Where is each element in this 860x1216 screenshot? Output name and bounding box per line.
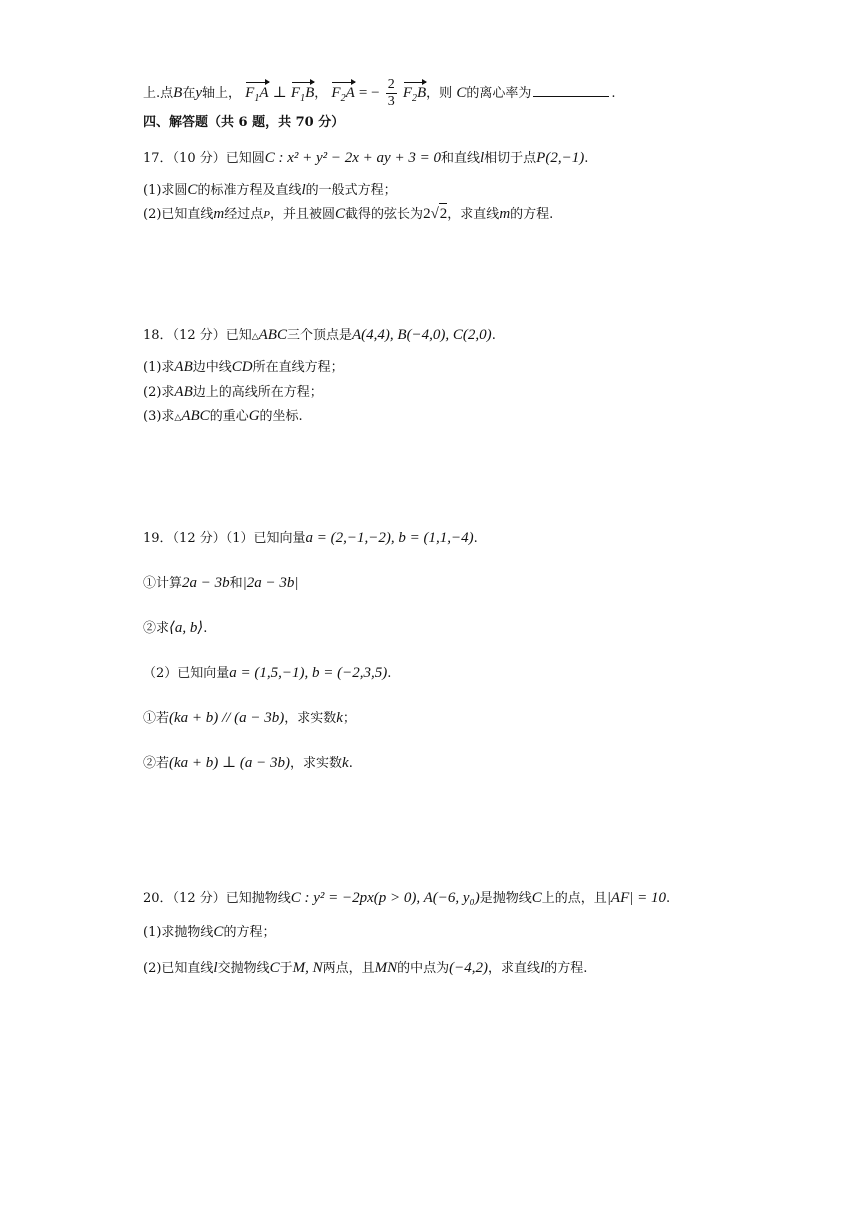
answer-blank bbox=[533, 84, 609, 97]
q17-point-p: P(2,−1) bbox=[536, 150, 585, 166]
q16-c: C bbox=[456, 85, 467, 101]
q17-line-l: l bbox=[479, 150, 485, 166]
q20-p1-c: C bbox=[213, 924, 224, 940]
q17-mid: 和直线 bbox=[440, 151, 480, 166]
q18-p3-tri: ABC bbox=[181, 408, 210, 424]
sqrt-symbol: √ bbox=[430, 206, 439, 222]
q18-p1-cd: CD bbox=[231, 359, 253, 375]
q16-text-on: 在 bbox=[182, 86, 196, 101]
q20-p2-l: l bbox=[213, 960, 218, 976]
q19-j1-ask: ，求实数 bbox=[284, 711, 337, 726]
q19-j2-k: k bbox=[342, 755, 349, 771]
q19-part2-text: （2）已知向量 bbox=[143, 666, 230, 681]
q16-tail-line bbox=[143, 77, 616, 110]
q20-p2-mn: M, N bbox=[292, 960, 323, 976]
q18-part3 bbox=[143, 406, 303, 428]
q18-end: . bbox=[491, 328, 496, 343]
q19-j1-k: k bbox=[336, 710, 343, 726]
q18-tri: ABC bbox=[258, 327, 287, 343]
q17-p2-c: C bbox=[335, 206, 346, 222]
q18-p1-text: (1)求 bbox=[143, 360, 175, 375]
q17-p2-chord: 截得的弦长为 bbox=[345, 207, 424, 222]
q18-head: 18．（12 分）已知 bbox=[143, 328, 252, 343]
q19-i2-end: . bbox=[203, 621, 208, 636]
q17-p2-end: 的方程. bbox=[510, 207, 554, 222]
q19-j2-expr: (ka + b) ⊥ (a − 3b) bbox=[169, 755, 291, 771]
q17-p1-l: l bbox=[301, 182, 306, 198]
q20-p2-l2: l bbox=[540, 960, 545, 976]
q19-j1-expr: (ka + b) // (a − 3b) bbox=[169, 710, 285, 726]
q20-p2-at: 于 bbox=[279, 961, 293, 976]
q17-part1 bbox=[143, 180, 397, 201]
q19-j2-ask: ，求实数 bbox=[290, 756, 343, 771]
q20-head: 20．（12 分）已知抛物线 bbox=[143, 891, 291, 906]
q18-points: A(4,4), B(−4,0), C(2,0) bbox=[352, 327, 492, 343]
q16-text-axis: 轴上， bbox=[202, 86, 242, 101]
q20-stem bbox=[143, 888, 670, 909]
vec-f2a: $F_2A$ bbox=[331, 83, 354, 109]
q18-part2 bbox=[143, 382, 323, 403]
q20-p2-point: (−4,2) bbox=[449, 960, 489, 976]
q20-p2-cross: 交抛物线 bbox=[217, 961, 270, 976]
q20-p2-mid: 的中点为 bbox=[397, 961, 450, 976]
q16-text-prefix: 上.点 bbox=[143, 86, 174, 101]
q20-c: C bbox=[531, 890, 542, 906]
q19-i2-expr: ⟨a, b⟩ bbox=[169, 620, 204, 636]
q17-circle-equation: C : x² + y² − 2x + ay + 3 = 0 bbox=[264, 150, 441, 166]
q17-p2-val: 2 bbox=[423, 206, 431, 222]
q18-p2-end: 边上的高线所在方程； bbox=[192, 385, 323, 400]
q20-on: 上的点，且 bbox=[541, 891, 607, 906]
q19-vectors-2: a = (1,5,−1), b = (−2,3,5) bbox=[229, 665, 388, 681]
q20-p2-text: (2)已知直线 bbox=[143, 961, 214, 976]
fraction-two-thirds bbox=[386, 77, 397, 110]
q18-p1-end: 所在直线方程； bbox=[252, 360, 344, 375]
q19-stem bbox=[143, 528, 478, 549]
q18-p1-ab: AB bbox=[174, 359, 193, 375]
q17-part2 bbox=[143, 203, 553, 225]
q19-i1-text: ①计算 bbox=[143, 576, 183, 591]
q20-p1-text: (1)求抛物线 bbox=[143, 925, 214, 940]
q20-p1-end: 的方程； bbox=[223, 925, 276, 940]
q17-p2-pass: 经过点 bbox=[224, 207, 264, 222]
q20-p2-ask: ，求直线 bbox=[488, 961, 541, 976]
q19-i1-abs: |2a − 3b| bbox=[242, 575, 299, 591]
q20-part2 bbox=[143, 958, 587, 979]
q17-p1-text: (1)求圆 bbox=[143, 183, 188, 198]
frac-num: 2 bbox=[387, 77, 395, 92]
vec-f1a: $F_1A$ bbox=[245, 83, 268, 109]
q20-mid: 是抛物线 bbox=[479, 891, 532, 906]
q17-stem bbox=[143, 148, 588, 169]
q18-p3-text: (3)求 bbox=[143, 409, 175, 424]
q20-p2-end: 的方程. bbox=[544, 961, 588, 976]
q17-p2-mid: ，并且被圆 bbox=[270, 207, 336, 222]
q17-p1-rest: 的标准方程及直线 bbox=[197, 183, 302, 198]
q18-p3-end: 的坐标. bbox=[259, 409, 303, 424]
q19-head: 19．（12 分）（1）已知向量 bbox=[143, 531, 306, 546]
q19-vectors-1: a = (2,−1,−2), b = (1,1,−4) bbox=[305, 530, 474, 546]
q18-stem bbox=[143, 325, 496, 347]
q17-p2-ask: ，求直线 bbox=[447, 207, 500, 222]
q19-j1 bbox=[143, 708, 356, 729]
q19-i2-text: ②求 bbox=[143, 621, 170, 636]
q16-y: y bbox=[195, 85, 202, 101]
q17-head: 17．（10 分）已知圆 bbox=[143, 151, 265, 166]
q20-p2-two: 两点，且 bbox=[322, 961, 375, 976]
q18-p3-g: G bbox=[248, 408, 260, 424]
q17-p2-p: P bbox=[263, 209, 271, 221]
q19-j2-text: ②若 bbox=[143, 756, 170, 771]
q17-p2-text: (2)已知直线 bbox=[143, 207, 214, 222]
q19-j2 bbox=[143, 753, 353, 774]
vec-f2b: $F_2B$ bbox=[403, 83, 426, 109]
q17-p2-m2: m bbox=[499, 206, 511, 222]
q18-p1-mid: 边中线 bbox=[192, 360, 232, 375]
section-heading: 四、解答题（共 6 题，共 70 分） bbox=[143, 115, 345, 130]
q20-p2-c: C bbox=[269, 960, 280, 976]
q19-i1-expr: 2a − 3b bbox=[182, 575, 230, 591]
q16-point-b: B bbox=[173, 85, 183, 101]
q17-p2-m: m bbox=[213, 206, 225, 222]
q18-part1 bbox=[143, 357, 344, 378]
perp-symbol: ⊥ bbox=[272, 85, 287, 101]
q17-p2-sqrt-arg: 2 bbox=[439, 203, 448, 224]
q17-p1-c: C bbox=[187, 182, 198, 198]
q16-eq: = − bbox=[358, 85, 380, 101]
q20-af: |AF| = 10 bbox=[606, 890, 667, 906]
q19-i1-and: 和 bbox=[229, 576, 243, 591]
q19-end: . bbox=[473, 531, 478, 546]
vec-f1b: $F_1B$ bbox=[291, 83, 314, 109]
q19-j1-end: ； bbox=[342, 711, 356, 726]
q18-p2-ab: AB bbox=[174, 384, 193, 400]
q20-parabola: C : y² = −2px(p > 0), A(−6, y₀) bbox=[290, 890, 480, 906]
q16-ecc: 的离心率为 bbox=[466, 86, 532, 101]
q19-part2 bbox=[143, 663, 391, 684]
q16-suffix: ，则 bbox=[426, 86, 453, 101]
q18-p2-text: (2)求 bbox=[143, 385, 175, 400]
q19-item1 bbox=[143, 573, 299, 594]
q16-comma: ， bbox=[314, 86, 328, 101]
q19-j1-text: ①若 bbox=[143, 711, 170, 726]
q18-p3-mid: 的重心 bbox=[209, 409, 249, 424]
triangle-icon: △ bbox=[251, 332, 259, 342]
q17-tangent: 相切于点 bbox=[484, 151, 537, 166]
q18-mid: 三个顶点是 bbox=[286, 328, 352, 343]
frac-den: 3 bbox=[387, 94, 395, 109]
q17-end: . bbox=[584, 151, 589, 166]
q19-j2-end: . bbox=[348, 756, 353, 771]
q16-end: . bbox=[611, 86, 616, 101]
q20-p2-mn2: MN bbox=[374, 960, 398, 976]
q19-part2-end: . bbox=[387, 666, 392, 681]
q19-item2 bbox=[143, 618, 207, 639]
q17-p1-end: 的一般式方程； bbox=[305, 183, 397, 198]
q20-part1 bbox=[143, 922, 275, 943]
q20-end: . bbox=[666, 891, 671, 906]
triangle-icon: △ bbox=[174, 413, 182, 423]
